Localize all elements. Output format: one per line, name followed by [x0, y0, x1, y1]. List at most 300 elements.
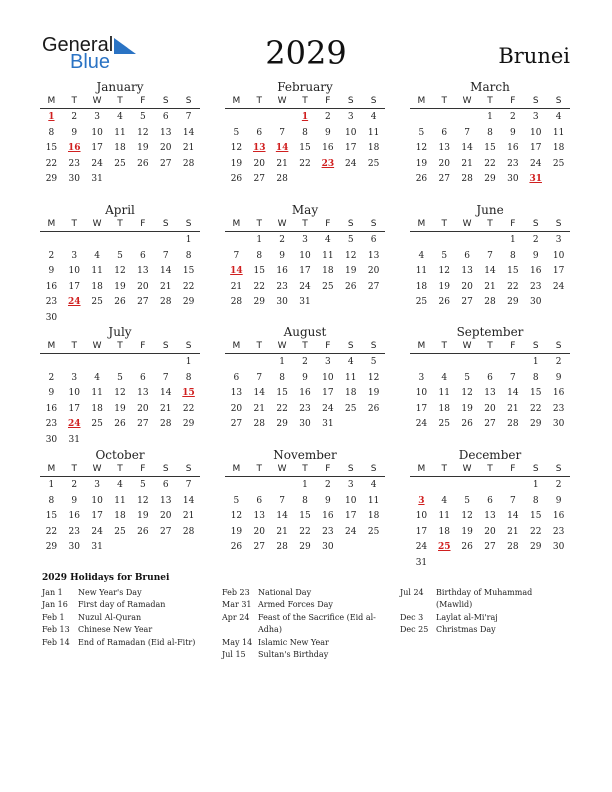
day: 20: [484, 403, 496, 414]
weekday-label: M: [417, 341, 426, 351]
weekday-label: T: [256, 219, 263, 229]
day: 23: [45, 297, 58, 308]
month-name: September: [456, 325, 524, 339]
holiday-day: 24: [68, 297, 81, 308]
empty-cell: [433, 478, 456, 494]
day: 28: [253, 419, 265, 430]
day: 14: [507, 511, 519, 522]
holiday-date: Dec 3: [400, 612, 424, 622]
day: 16: [299, 388, 311, 399]
day: 14: [159, 388, 172, 399]
holiday-row: [222, 587, 392, 599]
day: 15: [529, 511, 542, 522]
holiday-row: [400, 612, 570, 624]
day: 7: [487, 250, 493, 261]
day: 2: [555, 480, 562, 490]
day: 5: [139, 112, 146, 122]
day: 14: [276, 511, 288, 522]
day: 27: [484, 542, 496, 553]
day: 25: [114, 526, 126, 537]
day: 11: [367, 495, 380, 506]
day: 23: [322, 526, 334, 537]
day: 17: [299, 266, 311, 277]
day: 25: [344, 403, 357, 414]
day: 8: [302, 495, 308, 506]
day: 28: [507, 542, 519, 553]
holiday-row: [42, 599, 212, 611]
day: 9: [509, 127, 516, 138]
empty-cell: [131, 355, 154, 371]
day: 8: [509, 250, 516, 261]
day: 3: [94, 480, 100, 490]
weekday-label: W: [92, 464, 102, 474]
day: 17: [68, 403, 80, 414]
weekday-label: S: [185, 464, 192, 474]
empty-cell: [248, 478, 271, 494]
day: 9: [71, 495, 78, 506]
day: 21: [507, 526, 519, 537]
empty-cell: [109, 355, 132, 371]
day: 28: [276, 542, 288, 553]
day: 12: [137, 495, 149, 506]
day: 30: [552, 419, 565, 430]
day: 12: [367, 372, 380, 383]
day: 28: [182, 158, 195, 169]
weekday-label: T: [71, 464, 78, 474]
day: 1: [302, 480, 308, 490]
day: 13: [159, 495, 172, 506]
weekday-label: F: [510, 464, 516, 474]
day: 8: [48, 495, 55, 506]
empty-cell: [63, 233, 86, 249]
day: 4: [370, 480, 377, 490]
weekday-label: M: [47, 96, 56, 106]
day: 27: [137, 419, 149, 430]
day: 15: [276, 388, 288, 399]
day: 10: [68, 388, 80, 399]
day: 28: [507, 419, 519, 430]
holiday-row: [222, 649, 392, 661]
weekday-label: F: [510, 219, 516, 229]
month-august: [225, 325, 385, 433]
day: 2: [324, 480, 331, 490]
empty-cell: [86, 355, 109, 371]
day: 26: [114, 297, 126, 308]
day: 11: [114, 127, 126, 138]
day: 9: [324, 127, 331, 138]
day: 6: [139, 372, 146, 383]
day: 12: [230, 143, 243, 154]
weekday-label: M: [232, 219, 241, 229]
day: 8: [532, 495, 539, 506]
weekday-header: [225, 218, 385, 232]
month-june: [410, 203, 570, 311]
day: 27: [253, 174, 265, 185]
day: 29: [253, 297, 265, 308]
day-grid: [410, 109, 570, 188]
day: 30: [45, 434, 58, 445]
logo-text-blue: Blue: [70, 51, 111, 73]
weekday-label: T: [117, 341, 123, 351]
day: 12: [415, 143, 428, 154]
month-september: [410, 325, 570, 433]
empty-cell: [248, 355, 271, 371]
holiday-row: [42, 587, 212, 599]
weekday-label: M: [417, 464, 426, 474]
day: 30: [68, 174, 80, 185]
day: 11: [322, 250, 334, 261]
day: 21: [182, 511, 195, 522]
day: 23: [529, 281, 542, 292]
day: 19: [114, 281, 126, 292]
day: 5: [418, 127, 425, 138]
day: 3: [302, 235, 308, 245]
weekday-header: [410, 463, 570, 477]
weekday-label: W: [462, 219, 472, 229]
day: 20: [484, 526, 496, 537]
weekday-label: T: [71, 341, 78, 351]
day: 26: [137, 526, 149, 537]
weekday-label: T: [302, 341, 308, 351]
weekday-label: W: [462, 341, 472, 351]
weekday-label: S: [532, 464, 539, 474]
day: 21: [276, 526, 288, 537]
weekday-label: T: [302, 96, 308, 106]
day: 24: [415, 419, 428, 430]
day: 29: [45, 174, 58, 185]
weekday-label: S: [555, 464, 562, 474]
weekday-label: T: [487, 219, 493, 229]
country-name: Brunei: [498, 44, 570, 68]
day: 12: [137, 127, 149, 138]
day: 8: [532, 372, 539, 383]
weekday-label: T: [256, 96, 263, 106]
day: 21: [484, 281, 496, 292]
day: 9: [324, 495, 331, 506]
day: 6: [162, 112, 169, 122]
day: 31: [91, 174, 103, 185]
day: 23: [68, 526, 80, 537]
empty-cell: [501, 355, 524, 371]
weekday-label: T: [487, 96, 493, 106]
day: 5: [464, 372, 470, 383]
day: 10: [552, 250, 565, 261]
day: 23: [299, 403, 311, 414]
day: 11: [91, 266, 103, 277]
month-name: March: [470, 80, 510, 94]
day: 28: [159, 419, 172, 430]
day: 18: [438, 526, 450, 537]
weekday-header: [40, 463, 200, 477]
day: 26: [367, 403, 380, 414]
holiday-name: Feast of the Sacrifice (Eid al-Adha): [258, 612, 376, 635]
day: 13: [367, 250, 380, 261]
day: 6: [139, 250, 146, 261]
holiday-row: [222, 637, 392, 649]
holiday-date: Feb 23: [222, 588, 250, 597]
month-november: [225, 448, 385, 556]
day: 6: [441, 127, 448, 138]
day: 25: [91, 297, 103, 308]
day: 26: [461, 542, 473, 553]
day: 12: [461, 388, 473, 399]
day: 4: [555, 112, 562, 122]
holiday-date: Jan 16: [42, 600, 68, 610]
weekday-label: W: [462, 96, 472, 106]
day: 18: [114, 511, 126, 522]
weekday-header: [40, 218, 200, 232]
day: 1: [185, 357, 192, 367]
holiday-name: National Day: [258, 588, 312, 597]
weekday-label: S: [370, 464, 377, 474]
day: 24: [91, 158, 103, 169]
day: 4: [94, 372, 100, 383]
day: 7: [509, 372, 516, 383]
day: 8: [302, 127, 308, 138]
day: 15: [45, 143, 58, 154]
day: 10: [529, 127, 542, 138]
calendar-year: 2029: [265, 34, 347, 72]
day: 17: [344, 511, 357, 522]
weekday-label: S: [162, 464, 169, 474]
holiday-row: [400, 587, 570, 612]
day: 3: [324, 357, 331, 367]
day: 5: [347, 235, 354, 245]
holiday-name: Nuzul Al-Quran: [78, 612, 142, 622]
day: 28: [276, 174, 288, 185]
day: 2: [532, 235, 539, 245]
day: 18: [91, 281, 103, 292]
holiday-name: Birthday of Muhammad (Mawlid): [436, 588, 533, 610]
day: 19: [230, 158, 243, 169]
empty-cell: [271, 110, 294, 126]
day: 13: [159, 127, 172, 138]
day: 20: [461, 281, 473, 292]
weekday-label: W: [277, 341, 287, 351]
day: 9: [71, 127, 78, 138]
day: 3: [555, 235, 562, 245]
weekday-label: S: [185, 96, 192, 106]
empty-cell: [410, 233, 433, 249]
day: 1: [279, 357, 285, 367]
weekday-label: S: [532, 96, 539, 106]
day: 21: [461, 158, 473, 169]
day: 31: [322, 419, 334, 430]
empty-cell: [225, 478, 248, 494]
weekday-label: T: [117, 96, 123, 106]
day-grid: [40, 232, 200, 327]
day: 22: [529, 526, 542, 537]
day: 29: [299, 542, 311, 553]
day-grid: [225, 109, 385, 188]
day: 12: [114, 388, 126, 399]
day: 29: [507, 297, 519, 308]
weekday-label: S: [347, 341, 354, 351]
holiday-day: 14: [275, 143, 289, 154]
day: 7: [162, 250, 169, 261]
holiday-column: [400, 587, 570, 637]
day: 10: [415, 511, 428, 522]
day: 28: [484, 297, 496, 308]
day: 10: [91, 495, 103, 506]
day: 29: [484, 174, 496, 185]
weekday-label: M: [417, 96, 426, 106]
weekday-label: T: [117, 219, 123, 229]
day: 5: [233, 127, 240, 138]
day: 5: [464, 495, 470, 506]
day-grid: [225, 354, 385, 433]
day: 30: [322, 542, 334, 553]
day: 15: [182, 266, 195, 277]
day: 19: [461, 403, 473, 414]
weekday-header: [225, 95, 385, 109]
day: 10: [91, 127, 103, 138]
day: 29: [182, 297, 195, 308]
day: 11: [552, 127, 565, 138]
day: 16: [552, 388, 565, 399]
weekday-label: M: [232, 464, 241, 474]
empty-cell: [501, 478, 524, 494]
day: 9: [555, 372, 562, 383]
weekday-label: T: [302, 464, 308, 474]
day: 1: [256, 235, 263, 245]
day: 20: [137, 403, 149, 414]
day: 12: [344, 250, 357, 261]
day: 17: [415, 526, 428, 537]
day: 26: [230, 174, 243, 185]
holiday-row: [400, 624, 570, 636]
day: 3: [532, 112, 539, 122]
weekday-header: [410, 95, 570, 109]
empty-cell: [456, 110, 479, 126]
day: 21: [276, 158, 288, 169]
day: 7: [256, 372, 263, 383]
day: 10: [344, 495, 357, 506]
holiday-date: May 14: [222, 637, 253, 647]
weekday-header: [40, 95, 200, 109]
day: 15: [299, 143, 311, 154]
weekday-label: F: [140, 464, 146, 474]
day: 23: [68, 158, 80, 169]
day: 8: [487, 127, 493, 138]
day: 18: [322, 266, 334, 277]
day: 7: [279, 495, 285, 506]
day: 27: [484, 419, 496, 430]
day: 17: [68, 281, 80, 292]
empty-cell: [154, 355, 177, 371]
holiday-row: [42, 624, 212, 636]
day: 22: [45, 526, 58, 537]
weekday-label: S: [555, 219, 562, 229]
month-december: [410, 448, 570, 572]
day: 25: [91, 419, 103, 430]
day: 11: [114, 495, 126, 506]
day: 19: [137, 511, 149, 522]
weekday-label: M: [417, 219, 426, 229]
weekday-label: S: [370, 219, 377, 229]
day: 7: [162, 372, 169, 383]
weekday-label: W: [277, 464, 287, 474]
day: 13: [137, 388, 149, 399]
day: 6: [487, 372, 493, 383]
day: 9: [532, 250, 539, 261]
day: 20: [230, 403, 243, 414]
day: 17: [415, 403, 428, 414]
day: 30: [299, 419, 311, 430]
weekday-label: M: [47, 341, 56, 351]
month-july: [40, 325, 200, 449]
day: 11: [344, 372, 357, 383]
weekday-label: F: [140, 341, 146, 351]
month-name: February: [277, 80, 333, 94]
holiday-day: 23: [321, 158, 335, 169]
day: 17: [322, 388, 334, 399]
month-may: [225, 203, 385, 311]
holiday-name: Armed Forces Day: [258, 600, 333, 610]
day: 9: [555, 495, 562, 506]
weekday-header: [40, 340, 200, 354]
day: 3: [94, 112, 100, 122]
holiday-day: 13: [253, 143, 266, 154]
day: 22: [507, 281, 519, 292]
day: 14: [159, 266, 172, 277]
weekday-header: [410, 340, 570, 354]
day: 16: [552, 511, 565, 522]
holiday-date: Feb 13: [42, 625, 70, 635]
month-name: April: [105, 203, 135, 217]
day: 19: [438, 281, 450, 292]
day: 21: [159, 281, 172, 292]
day: 10: [68, 266, 80, 277]
day: 19: [344, 266, 357, 277]
day-grid: [40, 109, 200, 188]
day-grid: [410, 232, 570, 311]
day: 6: [162, 480, 169, 490]
empty-cell: [456, 355, 479, 371]
weekday-label: S: [162, 219, 169, 229]
empty-cell: [86, 233, 109, 249]
day: 10: [415, 388, 428, 399]
weekday-label: S: [370, 341, 377, 351]
weekday-label: M: [47, 219, 56, 229]
day: 6: [464, 250, 470, 261]
day: 2: [555, 357, 562, 367]
day: 26: [137, 158, 149, 169]
day: 20: [253, 526, 265, 537]
weekday-label: S: [185, 219, 192, 229]
day: 30: [45, 312, 58, 323]
empty-cell: [225, 355, 248, 371]
day: 29: [45, 542, 58, 553]
day: 29: [182, 419, 195, 430]
day: 22: [484, 158, 496, 169]
day: 18: [114, 143, 126, 154]
empty-cell: [433, 110, 456, 126]
empty-cell: [40, 355, 63, 371]
day: 8: [256, 250, 263, 261]
day: 30: [68, 542, 80, 553]
day: 2: [48, 372, 55, 383]
day: 20: [159, 143, 172, 154]
day: 25: [367, 158, 380, 169]
day: 23: [45, 419, 58, 430]
day: 27: [253, 542, 265, 553]
weekday-label: T: [302, 219, 308, 229]
holiday-date: Mar 31: [222, 600, 252, 610]
day: 25: [415, 297, 428, 308]
empty-cell: [131, 233, 154, 249]
day: 26: [114, 419, 126, 430]
